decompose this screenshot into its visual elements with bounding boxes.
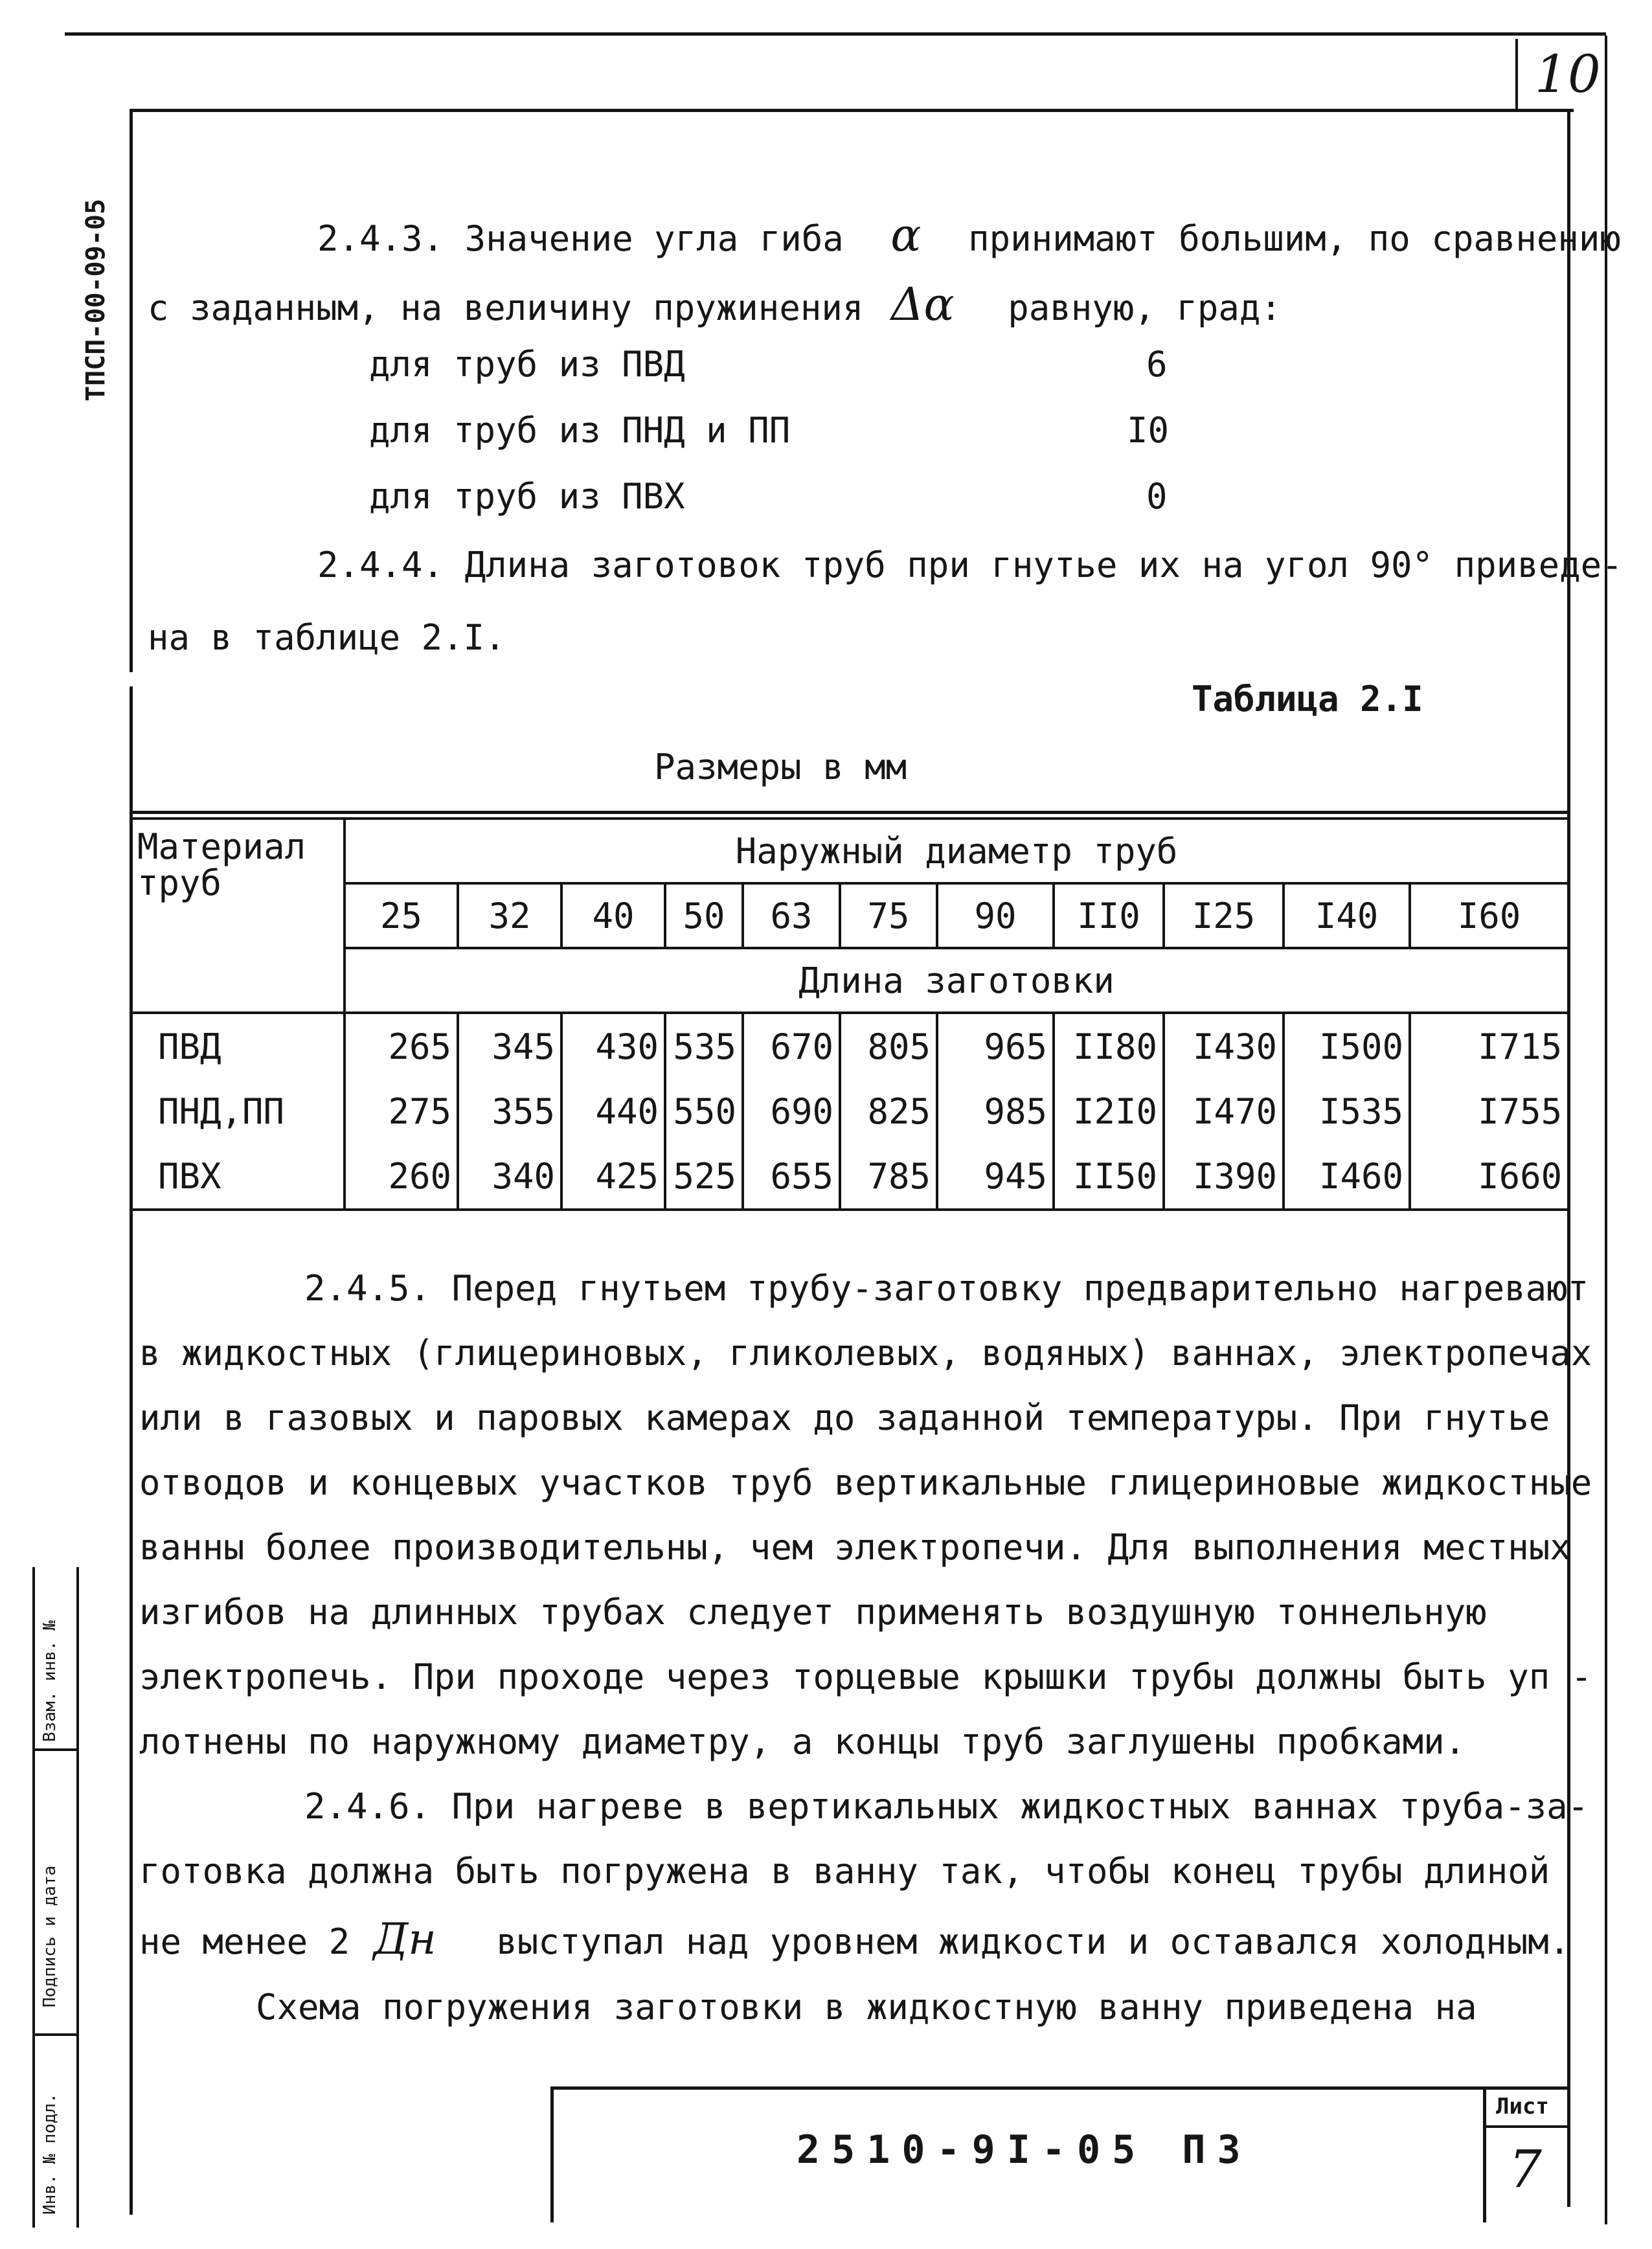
margin-label-sign: Подпись и дата — [40, 1865, 60, 2007]
length-cell: 355 — [458, 1079, 561, 1144]
length-cell: 965 — [937, 1013, 1054, 1079]
para-245-line: электропечь. При проходе через торцевые крышки трубы должны быть уп - — [139, 1656, 1592, 1697]
para-245-line: или в газовых и паровых камерах до заданной температуры. При гнутье — [139, 1397, 1550, 1438]
length-cell: 785 — [840, 1144, 937, 1210]
diameter-cell: 50 — [665, 883, 743, 948]
binding-strip-right — [76, 1567, 79, 2228]
diameter-cell: 90 — [937, 883, 1054, 948]
stamp-left — [550, 2086, 554, 2222]
row-material: ПВД — [131, 1013, 345, 1079]
alpha-symbol: α — [890, 209, 922, 262]
frame-right-outer — [1605, 36, 1607, 2224]
table-header-row — [131, 819, 1568, 883]
diameter-cell: 40 — [561, 883, 665, 948]
length-cell: 430 — [561, 1013, 665, 1079]
length-cell: I500 — [1284, 1013, 1410, 1079]
para-245-line: 2.4.5. Перед гнутьем трубу-заготовку предварительно нагревают — [304, 1268, 1589, 1309]
diameter-header: Наружный диаметр труб — [345, 819, 1568, 883]
para-246-line2: готовка должна быть погружена в ванну так, чтобы конец трубы длиной — [139, 1851, 1550, 1892]
length-cell: 535 — [665, 1013, 743, 1079]
para-243-text-2-end: равную, град: — [1008, 288, 1282, 328]
length-cell: 670 — [743, 1013, 840, 1079]
table-caption: Таблица 2.I — [1192, 679, 1423, 719]
diameter-row — [131, 883, 1568, 948]
length-cell: 425 — [561, 1144, 665, 1210]
springback-value: I0 — [1127, 410, 1170, 451]
table-row — [131, 1144, 1568, 1210]
length-cell: 985 — [937, 1079, 1054, 1144]
sheet-label: Лист — [1496, 2094, 1549, 2119]
para-245-line: отводов и концевых участков труб вертикальные глицериновые жидкостные — [139, 1462, 1592, 1503]
length-cell: 275 — [345, 1079, 458, 1144]
diameter-cell: 25 — [345, 883, 458, 948]
length-cell: 945 — [937, 1144, 1054, 1210]
para-243-line1 — [317, 209, 1621, 262]
springback-label: для труб из ПВД — [369, 344, 685, 385]
separator-before-table — [130, 811, 1570, 814]
diameter-cell: 32 — [458, 883, 561, 948]
top-rule — [65, 32, 1606, 36]
para-246-line4: Схема погружения заготовки в жидкостную ванну приведена на — [256, 1987, 1477, 2028]
page-corner-number: 10 — [1535, 44, 1601, 104]
springback-label: для труб из ПНД и ПП — [369, 410, 791, 451]
length-cell: I715 — [1410, 1013, 1568, 1079]
length-cell: I535 — [1284, 1079, 1410, 1144]
length-cell: 550 — [665, 1079, 743, 1144]
length-header-row — [131, 948, 1568, 1013]
delta-alpha-symbol: Δα — [890, 278, 955, 331]
binding-div-2 — [32, 2033, 79, 2036]
length-cell: I430 — [1164, 1013, 1284, 1079]
diameter-cell: 63 — [743, 883, 840, 948]
para-244-line2: на в таблице 2.I. — [148, 617, 506, 658]
sheet-box-left — [1483, 2086, 1486, 2222]
corner-box-left — [1515, 39, 1518, 110]
sheet-number: 7 — [1509, 2139, 1542, 2199]
length-cell: I660 — [1410, 1144, 1568, 1210]
length-cell: I2I0 — [1054, 1079, 1164, 1144]
diameter-cell: I40 — [1284, 883, 1410, 948]
length-cell: 260 — [345, 1144, 458, 1210]
springback-label: для труб из ПВХ — [369, 476, 685, 517]
row-material: ПВХ — [131, 1144, 345, 1210]
material-header: Материал труб — [131, 819, 345, 1013]
length-cell: II50 — [1054, 1144, 1164, 1210]
table-units: Размеры в мм — [654, 747, 907, 787]
binding-div-1 — [32, 1748, 79, 1751]
binding-strip-left — [32, 1567, 35, 2228]
length-cell: 690 — [743, 1079, 840, 1144]
margin-label-inv: Инв. № подл. — [40, 2093, 60, 2215]
diameter-cell: 75 — [840, 883, 937, 948]
length-cell: I470 — [1164, 1079, 1284, 1144]
length-cell: 265 — [345, 1013, 458, 1079]
doc-code: 2510-9I-05 ПЗ — [797, 2127, 1252, 2173]
para-246-line3 — [139, 1914, 1570, 1965]
length-cell: 440 — [561, 1079, 665, 1144]
row-material: ПНД,ПП — [131, 1079, 345, 1144]
para-246-line3-start: не менее 2 — [139, 1921, 350, 1962]
stamp-top — [550, 2086, 1570, 2090]
length-cell: 805 — [840, 1013, 937, 1079]
para-243-text-end: принимают большим, по сравнению — [968, 218, 1621, 259]
length-cell: 525 — [665, 1144, 743, 1210]
para-245-line: изгибов на длинных трубах следует применять воздушную тоннельную — [139, 1592, 1487, 1633]
para-246-line1: 2.4.6. При нагреве в вертикальных жидкостных ваннах труба-за- — [304, 1786, 1589, 1827]
side-code: ТПСП-00-09-05 — [81, 198, 111, 401]
length-cell: 655 — [743, 1144, 840, 1210]
para-243-text-2: с заданным, на величину пружинения — [148, 288, 864, 328]
diameter-cell: I60 — [1410, 883, 1568, 948]
margin-label-replace: Взам. инв. № — [40, 1620, 60, 1742]
para-243-line2 — [148, 278, 1282, 331]
para-243-text: 2.4.3. Значение угла гиба — [317, 218, 844, 259]
table-row — [131, 1013, 1568, 1079]
length-cell: I390 — [1164, 1144, 1284, 1210]
length-cell: 340 — [458, 1144, 561, 1210]
para-245-line: лотнены по наружному диаметру, а концы труб заглушены пробками. — [139, 1721, 1466, 1762]
length-cell: I460 — [1284, 1144, 1410, 1210]
length-cell: 345 — [458, 1013, 561, 1079]
frame-left-upper — [130, 109, 133, 672]
para-244-line1: 2.4.4. Длина заготовок труб при гнутье их на угол 90° приведе- — [317, 545, 1623, 585]
length-cell: I755 — [1410, 1079, 1568, 1144]
para-245-line: в жидкостных (глицериновых, гликолевых, водяных) ваннах, электропечах — [139, 1333, 1592, 1373]
dn-symbol: Дн — [373, 1914, 436, 1964]
table-row — [131, 1079, 1568, 1144]
frame-top — [130, 109, 1574, 112]
length-cell: 825 — [840, 1079, 937, 1144]
blank-length-table — [130, 817, 1570, 1211]
length-cell: II80 — [1054, 1013, 1164, 1079]
para-246-line3-end: выступал над уровнем жидкости и оставался холодным. — [496, 1921, 1570, 1962]
springback-value: 0 — [1146, 476, 1168, 517]
length-header: Длина заготовки — [345, 948, 1568, 1013]
para-245-line: ванны более производительны, чем электропечи. Для выполнения местных — [139, 1527, 1571, 1568]
diameter-cell: I25 — [1164, 883, 1284, 948]
sheet-box-mid — [1483, 2125, 1570, 2128]
diameter-cell: II0 — [1054, 883, 1164, 948]
springback-value: 6 — [1146, 344, 1168, 385]
